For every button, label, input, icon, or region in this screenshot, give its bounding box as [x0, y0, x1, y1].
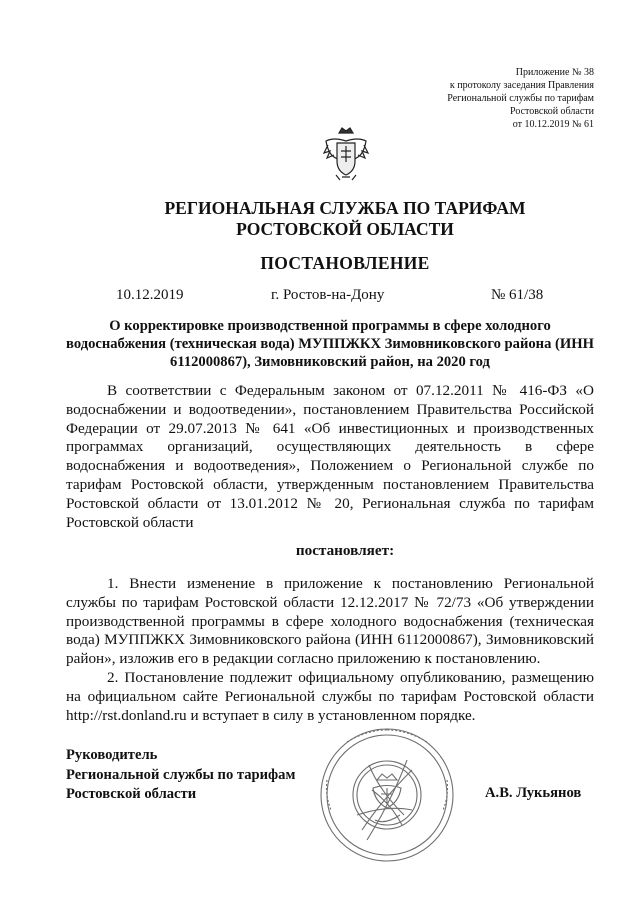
agency-line: РОСТОВСКОЙ ОБЛАСТИ [236, 219, 454, 239]
appendix-note [447, 66, 594, 131]
resolution-items [66, 575, 594, 725]
signer-title [66, 746, 295, 805]
agency-line: РЕГИОНАЛЬНАЯ СЛУЖБА ПО ТАРИФАМ [164, 198, 526, 218]
official-seal-icon [307, 720, 467, 870]
preamble-paragraph: В соответствии с Федеральным законом от 07.12.2011 № 416-ФЗ «О водоснабжении и водоотведении», постановлением Правительства Российской Федерации от 29.07.2013 № 641 «Об инвестиционных и производственных программах организаций, осуществляющих деятельность в сфере водоснабжения и водоотведения», Положением о Региональной службе по тарифам Ростовской области, утвержденным постановлением Правительства Ростовской области от 13.01.2012 № 20, Региональная служба по тарифам Ростовской области [66, 382, 594, 531]
appendix-line: Ростовской области [510, 106, 594, 117]
resolution-item: 1. Внести изменение в приложение к постановлению Региональной службы по тарифам Ростовской области 12.12.2017 № 72/73 «Об утверждении производственной программы в сфере холодного водоснабжения (техническая вода) МУППЖКХ Зимовниковского района (ИНН 6112000867), Зимовниковский район», изложив его в редакции согласно приложению к постановлению. [66, 575, 594, 668]
appendix-line: Приложение № 38 [515, 67, 594, 78]
signer-title-line: Руководитель [66, 747, 158, 763]
signer-name: А.В. Лукьянов [485, 785, 582, 801]
document-type: ПОСТАНОВЛЕНИЕ [260, 253, 430, 273]
signer-title-line: Ростовской области [66, 786, 197, 802]
agency-name [0, 198, 640, 240]
appendix-line: от 10.12.2019 № 61 [512, 119, 594, 130]
resolution-item: 2. Постановление подлежит официальному опубликованию, размещению на официальном сайте Региональной службы по тарифам Ростовской области http://rst.donland.ru и вступает в силу в установленном порядке. [66, 668, 594, 724]
document-city: г. Ростов-на-Дону [271, 287, 385, 303]
appendix-line: Региональной службы по тарифам [447, 93, 594, 104]
coat-of-arms-icon [322, 125, 370, 183]
resolves-heading: постановляет: [295, 542, 395, 559]
document-number: № 61/38 [491, 287, 544, 303]
document-subject: О корректировке производственной программы в сфере холодного водоснабжения (техническая вода) МУППЖКХ Зимовниковского района (ИНН 6112000867), Зимовниковский район, на 2020 год [66, 318, 594, 370]
appendix-line: к протоколу заседания Правления [449, 80, 594, 91]
document-date: 10.12.2019 [116, 287, 184, 303]
signer-title-line: Региональной службы по тарифам [66, 766, 296, 783]
